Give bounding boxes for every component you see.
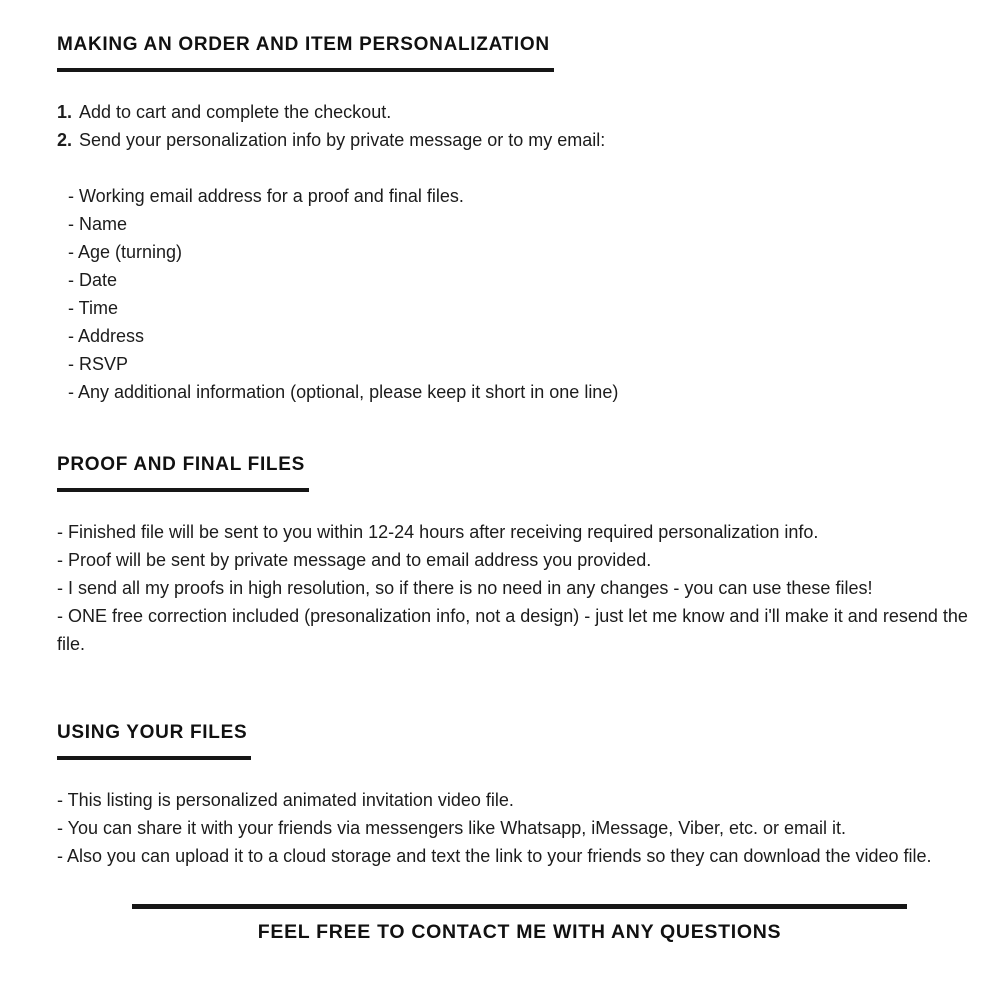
list-item: - RSVP — [68, 354, 129, 374]
list-item: - You can share it with your friends via messengers like Whatsapp, iMessage, Viber, etc. or email it. — [57, 818, 847, 838]
footer-contact-text: FEEL FREE TO CONTACT ME WITH ANY QUESTIONS — [257, 921, 782, 943]
list-item-text: Add to cart and complete the checkout. — [79, 102, 392, 122]
section-using-your-files — [57, 718, 982, 870]
list-item: - Age (turning) — [68, 242, 183, 262]
list-item — [57, 126, 982, 154]
list-item: - Time — [68, 298, 119, 318]
list-item — [57, 98, 982, 126]
personalization-info-list — [68, 182, 982, 406]
usage-info-list — [57, 786, 982, 870]
list-item: - Proof will be sent by private message and to email address you provided. — [57, 550, 652, 570]
proof-info-list — [57, 518, 982, 658]
list-item: - Also you can upload it to a cloud storage and text the link to your friends so they can download the video file. — [57, 846, 932, 866]
list-item: - I send all my proofs in high resolution, so if there is no need in any changes - you can use these files! — [57, 578, 873, 598]
list-item: - This listing is personalized animated invitation video file. — [57, 790, 514, 810]
list-item: - ONE free correction included (presonalization info, not a design) - just let me know and i'll make it and resend the file. — [57, 606, 968, 654]
list-item: - Any additional information (optional, please keep it short in one line) — [68, 382, 619, 402]
list-item: - Finished file will be sent to you within 12-24 hours after receiving required personalization info. — [57, 522, 819, 542]
list-item: - Address — [68, 326, 145, 346]
list-item-text: Send your personalization info by private message or to my email: — [79, 130, 606, 150]
list-item: - Working email address for a proof and final files. — [68, 186, 464, 206]
section-heading-proof-and-final-files: PROOF AND FINAL FILES — [57, 451, 309, 492]
section-proof-and-final-files — [57, 450, 982, 658]
list-item-number: 1. — [57, 102, 73, 122]
list-item-number: 2. — [57, 130, 73, 150]
footer — [57, 904, 982, 946]
numbered-list — [57, 98, 982, 154]
list-item: - Date — [68, 270, 118, 290]
section-heading-making-an-order: MAKING AN ORDER AND ITEM PERSONALIZATION — [57, 31, 554, 72]
section-heading-using-your-files: USING YOUR FILES — [57, 719, 251, 760]
list-item: - Name — [68, 214, 128, 234]
footer-divider — [132, 904, 907, 909]
section-making-an-order — [57, 30, 982, 406]
